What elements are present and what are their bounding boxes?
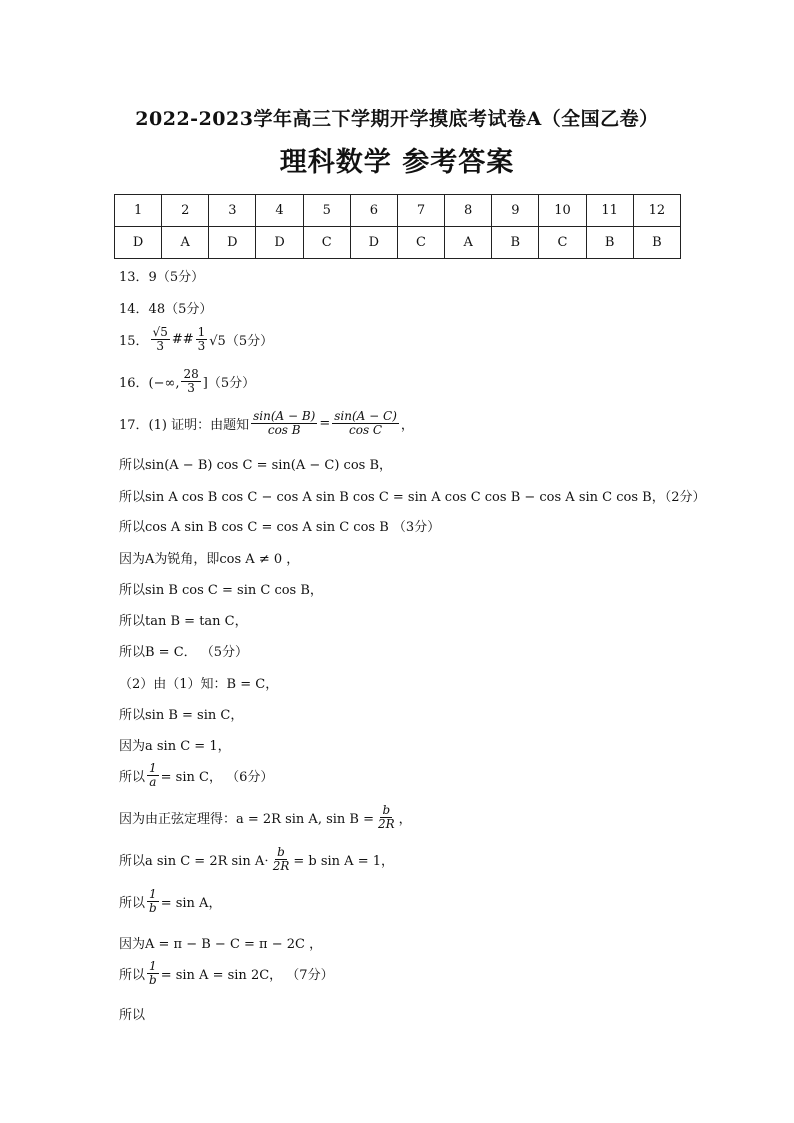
fraction-numerator: 28: [183, 367, 199, 381]
solution-line: 所以B = C． （5分）: [119, 645, 249, 660]
line-tail: √5（5分）: [209, 334, 274, 349]
line-tail: ，: [400, 418, 414, 433]
fraction: [147, 762, 159, 789]
solution-line: [119, 888, 221, 915]
equals-sign: =: [319, 416, 331, 431]
line-label: 15．: [119, 334, 149, 349]
answer-table-header-row: [115, 195, 681, 227]
fraction-denominator: cos C: [349, 423, 383, 437]
answer-choice: C: [397, 227, 444, 259]
solution-line: 所以sin B = sin C，: [119, 708, 244, 723]
fraction-denominator: b: [149, 901, 157, 915]
fraction-numerator: b: [277, 845, 285, 859]
answer-choice: B: [633, 227, 680, 259]
answer-line-14: 14．48（5分）: [119, 302, 213, 317]
solution-line: 所以sin(A − B) cos C = sin(A − C) cos B，: [119, 458, 393, 473]
solution-line: [119, 960, 334, 987]
answer-choice: D: [209, 227, 256, 259]
solution-line: 所以sin A cos B cos C − cos A sin B cos C = sin A cos C cos B − cos A sin C cos B，（2分）: [119, 490, 706, 505]
fraction-numerator: √5: [152, 325, 168, 339]
solution-line: 因为A为锐角，即cos A ≠ 0 ，: [119, 552, 300, 567]
answer-line-13: 13．9（5分）: [119, 270, 205, 285]
line-label: 因为由正弦定理得：a = 2R sin A, sin B =: [119, 812, 374, 827]
exam-title: 2022-2023学年高三下学期开学摸底考试卷A（全国乙卷）: [135, 108, 659, 130]
line-label: 16．(−∞,: [119, 376, 180, 391]
fraction-numerator: 1: [149, 887, 157, 901]
answer-table: [114, 194, 681, 259]
question-number: 3: [209, 195, 256, 227]
fraction-denominator: 3: [187, 381, 195, 395]
solution-line: （2）由（1）知：B = C，: [119, 677, 279, 692]
line-label: 所以a sin C = 2R sin A⋅: [119, 854, 269, 869]
line-tail: ，: [398, 812, 412, 827]
answer-line-17-intro: [119, 410, 414, 437]
fraction: [151, 326, 170, 353]
line-label: 所以: [119, 896, 146, 911]
answer-choice: B: [586, 227, 633, 259]
question-number: 6: [350, 195, 397, 227]
question-number: 10: [539, 195, 586, 227]
answer-choice: C: [303, 227, 350, 259]
solution-line: 因为a sin C = 1，: [119, 739, 231, 754]
solution-line: [119, 762, 273, 789]
fraction: [147, 888, 159, 915]
question-number: 8: [445, 195, 492, 227]
answer-choice: D: [115, 227, 162, 259]
fraction: [332, 410, 399, 437]
line-tail: = sin C， （6分）: [160, 770, 274, 785]
solution-line: 所以tan B = tan C，: [119, 614, 248, 629]
line-tail: = sin A，: [160, 896, 222, 911]
solution-line: 因为A = π − B − C = π − 2C ，: [119, 937, 323, 952]
question-number: 4: [256, 195, 303, 227]
fraction: [196, 326, 208, 353]
fraction-numerator: 1: [149, 761, 157, 775]
fraction: [251, 410, 317, 437]
solution-line: 所以: [119, 1008, 146, 1023]
fraction-denominator: 3: [156, 339, 164, 353]
fraction: [271, 846, 292, 873]
separator-text: ##: [171, 332, 194, 347]
answer-line-15: [119, 326, 273, 353]
line-label: 所以: [119, 968, 146, 983]
fraction-numerator: sin(A − C): [334, 409, 397, 423]
answer-choice: D: [256, 227, 303, 259]
solution-line: [119, 804, 412, 831]
answer-choice: B: [492, 227, 539, 259]
question-number: 9: [492, 195, 539, 227]
solution-line: [119, 846, 394, 873]
fraction: [376, 804, 397, 831]
question-number: 12: [633, 195, 680, 227]
fraction-numerator: 1: [149, 959, 157, 973]
question-number: 11: [586, 195, 633, 227]
fraction: [181, 368, 200, 395]
fraction-denominator: b: [149, 973, 157, 987]
fraction-numerator: sin(A − B): [253, 409, 316, 423]
fraction-denominator: 2R: [378, 817, 395, 831]
answer-choice: D: [350, 227, 397, 259]
fraction-denominator: 3: [197, 339, 206, 353]
answer-choice: C: [539, 227, 586, 259]
solution-line: 所以sin B cos C = sin C cos B，: [119, 583, 323, 598]
question-number: 5: [303, 195, 350, 227]
fraction-numerator: 1: [197, 325, 206, 339]
answer-choice: A: [445, 227, 492, 259]
answer-choice: A: [162, 227, 209, 259]
solution-line: 所以cos A sin B cos C = cos A sin C cos B （3分）: [119, 520, 441, 535]
line-label: 所以: [119, 770, 146, 785]
line-label: 17．(1) 证明：由题知: [119, 418, 250, 433]
fraction-denominator: a: [149, 775, 157, 789]
question-number: 1: [115, 195, 162, 227]
fraction: [147, 960, 159, 987]
answer-table-answer-row: [115, 227, 681, 259]
line-tail: = sin A = sin 2C， （7分）: [160, 968, 334, 983]
fraction-denominator: cos B: [267, 423, 301, 437]
line-tail: = b sin A = 1，: [293, 854, 394, 869]
question-number: 7: [397, 195, 444, 227]
exam-subtitle: 理科数学 参考答案: [279, 147, 515, 178]
question-number: 2: [162, 195, 209, 227]
line-tail: ]（5分）: [202, 376, 256, 391]
answer-line-16: [119, 368, 255, 395]
fraction-denominator: 2R: [272, 859, 290, 873]
fraction-numerator: b: [382, 803, 391, 817]
